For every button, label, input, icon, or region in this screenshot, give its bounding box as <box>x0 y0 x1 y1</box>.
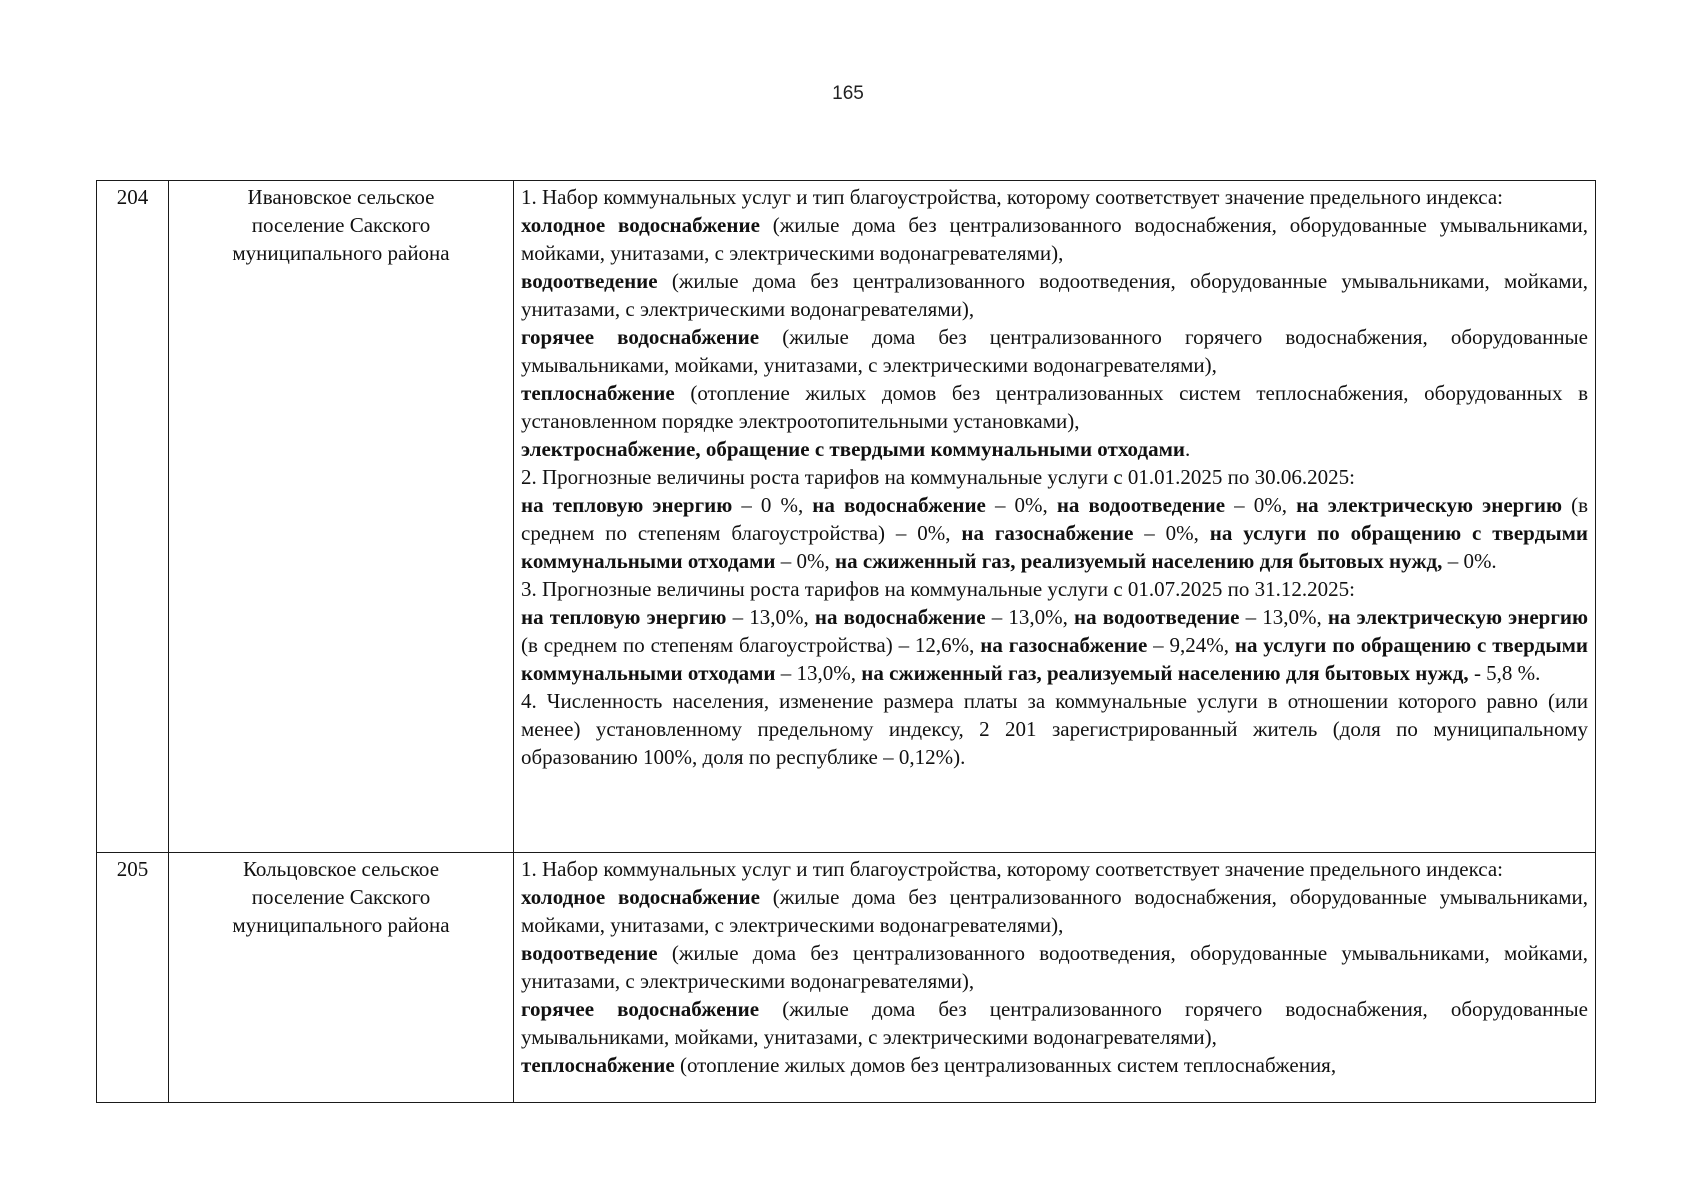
service-text: (отопление жилых домов без централизованных систем теплоснабжения, оборудованных в установленном порядке электроотопительными установками), <box>521 381 1588 433</box>
service-text: (жилые дома без централизованного горячего водоснабжения, оборудованные умывальниками, мойками, унитазами, с электрическими водонагревателями), <box>521 325 1588 377</box>
services-intro: 1. Набор коммунальных услуг и тип благоустройства, которому соответствует значение предельного индекса: <box>521 857 1503 881</box>
tariff-value: – 13,0%, <box>726 605 815 629</box>
tariff-value: – 13,0%, <box>1239 605 1328 629</box>
service-sewerage <box>521 267 1588 323</box>
service-text: (жилые дома без централизованного водоотведения, оборудованные умывальниками, мойками, унитазами, с электрическими водонагревателями), <box>521 269 1588 321</box>
row-number: 205 <box>97 853 169 1103</box>
tariff-label: на газоснабжение <box>980 633 1148 657</box>
service-heating <box>521 1051 1588 1079</box>
tariff-label: на водоотведение <box>1056 493 1226 517</box>
service-label: горячее водоснабжение <box>521 997 760 1021</box>
service-label: теплоснабжение <box>521 381 675 405</box>
table-row <box>97 181 1596 853</box>
forecast-h1-intro: 2. Прогнозные величины роста тарифов на коммунальные услуги с 01.01.2025 по 30.06.2025: <box>521 465 1355 489</box>
name-line: поселение Сакского <box>251 885 431 909</box>
table-row <box>97 853 1596 1103</box>
service-power-waste <box>521 435 1588 463</box>
tariff-value: - 5,8 %. <box>1468 661 1541 685</box>
tariff-description <box>514 181 1596 853</box>
tariff-label: на услуги по обращению с твердыми коммунальными отходами <box>521 521 1588 573</box>
tariff-value: – 0%, <box>775 549 836 573</box>
page-number: 165 <box>832 83 864 104</box>
service-label: водоотведение <box>521 269 658 293</box>
tariff-value: – 13,0%, <box>985 605 1075 629</box>
service-text: (жилые дома без централизованного водоотведения, оборудованные умывальниками, мойками, унитазами, с электрическими водонагревателями), <box>521 941 1588 993</box>
service-heating <box>521 379 1588 435</box>
name-line: Кольцовское сельское <box>242 857 440 881</box>
service-sewerage <box>521 939 1588 995</box>
service-hot-water <box>521 995 1588 1051</box>
tariff-value: (в среднем по степеням благоустройства) – 0%, <box>521 493 1588 545</box>
tariff-value: – 9,24%, <box>1147 633 1235 657</box>
tariff-description <box>514 853 1596 1103</box>
service-hot-water <box>521 323 1588 379</box>
municipality-name <box>169 853 514 1103</box>
row-number: 204 <box>97 181 169 853</box>
service-label: холодное водоснабжение <box>521 885 760 909</box>
service-label: теплоснабжение <box>521 1053 675 1077</box>
tariff-label: на водоснабжение <box>814 605 986 629</box>
tariff-label: на электрическую энергию <box>1327 605 1589 629</box>
tariff-label: на водоснабжение <box>812 493 986 517</box>
service-cold-water <box>521 211 1588 267</box>
service-label: водоотведение <box>521 941 658 965</box>
tariff-value: – 0%, <box>1133 521 1210 545</box>
forecast-h2-values <box>521 603 1588 687</box>
tariff-value: (в среднем по степеням благоустройства) – 12,6%, <box>521 633 981 657</box>
truncated-content <box>521 855 1588 1100</box>
forecast-h1-values <box>521 491 1588 575</box>
service-text: . <box>1184 437 1191 461</box>
tariff-label: на сжиженный газ, реализуемый населению для бытовых нужд, <box>835 549 1443 573</box>
service-text: (жилые дома без централизованного водоснабжения, оборудованные умывальниками, мойками, унитазами, с электрическими водонагревателями), <box>521 213 1588 265</box>
population-info: 4. Численность населения, изменение размера платы за коммунальные услуги в отношении которого равно (или менее) установленному предельному индексу, 2 201 зарегистрированный житель (доля по муниципальному образованию 100%, доля по республике – 0,12%). <box>521 689 1588 769</box>
tariff-label: на электрическую энергию <box>1296 493 1562 517</box>
tariff-label: на услуги по обращению с твердыми коммунальными отходами <box>521 633 1589 685</box>
service-label: электроснабжение, обращение с твердыми коммунальными отходами <box>521 437 1185 461</box>
municipality-name <box>169 181 514 853</box>
tariff-value: – 0%, <box>985 493 1057 517</box>
tariff-label: на газоснабжение <box>961 521 1134 545</box>
tariff-value: – 0%. <box>1442 549 1497 573</box>
tariff-label: на сжиженный газ, реализуемый населению для бытовых нужд, <box>861 661 1469 685</box>
name-line: муниципального района <box>232 241 450 265</box>
name-line: Ивановское сельское <box>247 185 435 209</box>
service-text: (жилые дома без централизованного водоснабжения, оборудованные умывальниками, мойками, унитазами, с электрическими водонагревателями), <box>521 885 1588 937</box>
tariff-value: – 0%, <box>1225 493 1297 517</box>
tariff-label: на тепловую энергию <box>521 605 727 629</box>
tariff-value: – 0 %, <box>732 493 813 517</box>
name-line: поселение Сакского <box>251 213 431 237</box>
service-text: (жилые дома без централизованного горячего водоснабжения, оборудованные умывальниками, мойками, унитазами, с электрическими водонагревателями), <box>521 997 1588 1049</box>
forecast-h2-intro: 3. Прогнозные величины роста тарифов на коммунальные услуги с 01.07.2025 по 31.12.2025: <box>521 577 1355 601</box>
name-line: муниципального района <box>232 913 450 937</box>
service-cold-water <box>521 883 1588 939</box>
service-label: холодное водоснабжение <box>521 213 760 237</box>
tariff-value: – 13,0%, <box>775 661 862 685</box>
services-intro: 1. Набор коммунальных услуг и тип благоустройства, которому соответствует значение предельного индекса: <box>521 185 1503 209</box>
service-text: (отопление жилых домов без централизованных систем теплоснабжения, <box>674 1053 1337 1077</box>
tariff-label: на тепловую энергию <box>521 493 733 517</box>
tariff-table <box>96 180 1596 1103</box>
service-label: горячее водоснабжение <box>521 325 760 349</box>
tariff-label: на водоотведение <box>1074 605 1240 629</box>
